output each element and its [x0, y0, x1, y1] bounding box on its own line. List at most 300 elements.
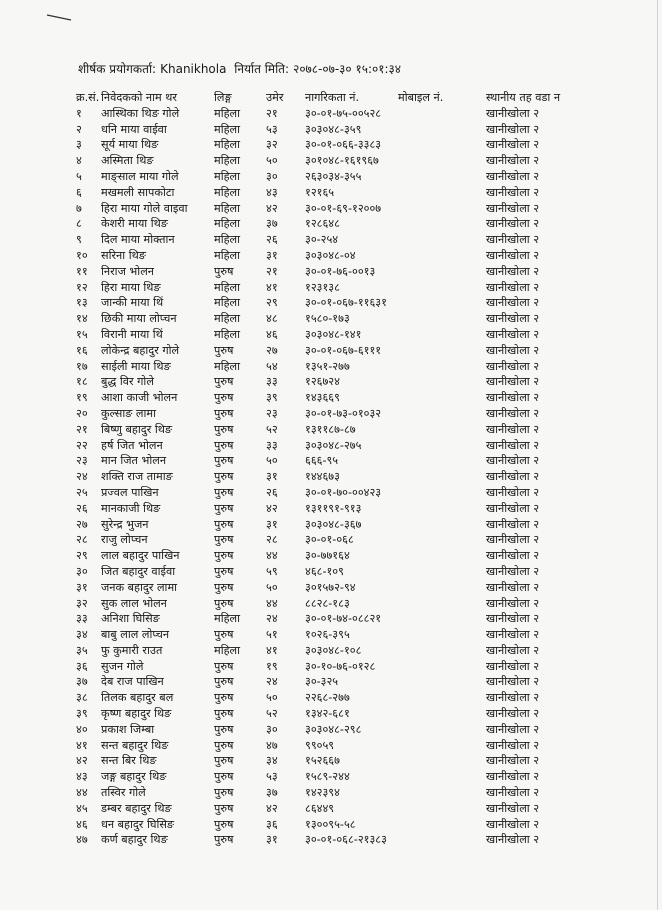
cell-sex: पुरुष [214, 707, 234, 721]
cell-citizenship: ३०-२५४ [305, 233, 339, 247]
cell-citizenship: ३०-०१-०६६-३३८३ [305, 138, 382, 152]
cell-address: खानीखोला २ [486, 596, 540, 610]
table-row [76, 801, 642, 817]
cell-age: ५० [266, 154, 278, 168]
cell-address: खानीखोला २ [486, 264, 540, 278]
table-row [76, 753, 642, 769]
cell-sex: महिला [214, 201, 241, 215]
table-row [76, 137, 642, 153]
table-row [76, 469, 642, 485]
cell-name: आशा काजी भोलन [101, 391, 178, 405]
cell-age: २८ [266, 533, 278, 547]
table-row [76, 517, 642, 533]
table-row [76, 722, 642, 738]
cell-address: खानीखोला २ [486, 659, 540, 673]
cell-age: २९ [266, 296, 278, 310]
table-row [76, 817, 642, 833]
cell-age: ५० [266, 691, 278, 705]
table-row [76, 706, 642, 722]
cell-sex: महिला [214, 248, 241, 262]
cell-address: खानीखोला २ [486, 296, 540, 310]
cell-address: खानीखोला २ [486, 217, 540, 231]
table-row [76, 659, 642, 675]
cell-name: डम्बर बहादुर थिङ [101, 801, 172, 815]
cell-sex: पुरुष [214, 770, 234, 784]
cell-sn: ३६ [76, 659, 88, 673]
cell-age: ४२ [266, 201, 278, 215]
cell-sex: महिला [214, 280, 241, 294]
cell-citizenship: ३०-०१-६९-१२००७ [305, 201, 382, 215]
table-row [76, 232, 642, 248]
cell-citizenship: १२१६५ [305, 185, 335, 199]
cell-address: खानीखोला २ [486, 786, 540, 800]
cell-age: २१ [266, 106, 278, 120]
cell-sex: पुरुष [214, 564, 234, 578]
cell-sn: २१ [76, 422, 88, 436]
cell-citizenship: ३०३०४८-३५९ [305, 122, 362, 136]
cell-citizenship: ३०-०१-७६-००१३ [305, 264, 376, 278]
cell-sex: पुरुष [214, 580, 234, 594]
cell-citizenship: ३०३०४८-१४१ [305, 327, 362, 341]
table-row [76, 453, 642, 469]
cell-name: सन्त बिर थिङ [101, 754, 157, 768]
cell-age: २७ [266, 343, 278, 357]
cell-name: धन बहादुर घिसिङ [101, 817, 175, 831]
cell-sn: २४ [76, 470, 88, 484]
cell-address: खानीखोला २ [486, 280, 540, 294]
cell-sn: १७ [76, 359, 88, 373]
cell-address: खानीखोला २ [486, 675, 540, 689]
table-row [76, 785, 642, 801]
cell-age: ४८ [266, 312, 278, 326]
cell-name: सुजन गोले [101, 659, 144, 673]
cell-sn: १९ [76, 391, 88, 405]
cell-citizenship: १५२६६७ [305, 754, 340, 768]
table-row [76, 359, 642, 375]
cell-age: ३० [266, 722, 278, 736]
cell-name: मान जित भोलन [101, 454, 167, 468]
cell-address: खानीखोला २ [486, 343, 540, 357]
table-row [76, 106, 642, 122]
cell-sex: पुरुष [214, 833, 234, 847]
cell-name: जङ्ग बहादुर थिङ [101, 770, 167, 784]
cell-sn: ९ [76, 233, 82, 247]
cell-citizenship: ३०-३२५ [305, 675, 339, 689]
cell-age: ४१ [266, 643, 278, 657]
table-row [76, 185, 642, 201]
cell-sex: पुरुष [214, 501, 234, 515]
table-row [76, 280, 642, 296]
cell-age: ३३ [266, 375, 278, 389]
cell-sn: १३ [76, 296, 88, 310]
page-edge [657, 0, 658, 910]
cell-name: लोकेन्द्र बहादुर गोले [101, 343, 180, 357]
pen-stroke-mark [46, 12, 72, 22]
table-row [76, 201, 642, 217]
cell-sn: २५ [76, 485, 88, 499]
cell-name: सुरेन्द्र भुजन [101, 517, 149, 531]
cell-name: कुल्साङ लामा [101, 406, 156, 420]
cell-sn: २२ [76, 438, 88, 452]
cell-address: खानीखोला २ [486, 533, 540, 547]
cell-sex: पुरुष [214, 628, 234, 642]
cell-sn: २ [76, 122, 82, 136]
table-row [76, 548, 642, 564]
cell-name: जनक बहादुर लामा [101, 580, 178, 594]
cell-age: २१ [266, 264, 278, 278]
cell-sn: ४७ [76, 833, 88, 847]
cell-sex: महिला [214, 327, 241, 341]
cell-citizenship: १५८०-१७३ [305, 312, 350, 326]
table-row [76, 295, 642, 311]
cell-name: धनि माया वाईवा [101, 122, 167, 136]
export-datetime: २०७८-०७-३० १५:०१:३४ [293, 62, 401, 76]
cell-sn: ३० [76, 564, 88, 578]
cell-sex: पुरुष [214, 343, 234, 357]
user-label: शीर्षक प्रयोगकर्ता: [78, 62, 157, 76]
cell-sex: पुरुष [214, 422, 234, 436]
cell-name: तिलक बहादुर बल [101, 691, 174, 705]
table-row [76, 248, 642, 264]
cell-citizenship: ३०१०४८-१६१९६७ [305, 154, 379, 168]
col-header-sex: लिङ्ग [214, 91, 232, 104]
cell-address: खानीखोला २ [486, 770, 540, 784]
cell-age: २३ [266, 406, 278, 420]
cell-sex: महिला [214, 154, 241, 168]
cell-sex: पुरुष [214, 754, 234, 768]
cell-citizenship: ९९०५९ [305, 738, 335, 752]
cell-age: ४६ [266, 327, 278, 341]
cell-sn: ३७ [76, 675, 88, 689]
cell-sn: २० [76, 406, 88, 420]
cell-sn: १५ [76, 327, 88, 341]
cell-citizenship: १४४६७३ [305, 470, 340, 484]
cell-name: माङ्साल माया गोले [101, 169, 179, 183]
col-header-sn: क्र.सं. [76, 91, 100, 104]
cell-address: खानीखोला २ [486, 564, 540, 578]
cell-sn: ३ [76, 138, 82, 152]
cell-age: ५२ [266, 707, 278, 721]
cell-age: २४ [266, 612, 278, 626]
cell-age: ३६ [266, 817, 278, 831]
cell-sex: महिला [214, 612, 241, 626]
cell-citizenship: ३०-०१-०६८-२१३८३ [305, 833, 387, 847]
cell-sn: ६ [76, 185, 82, 199]
cell-name: देब राज पाखिन [101, 675, 164, 689]
cell-age: ४७ [266, 738, 278, 752]
cell-sn: ३८ [76, 691, 88, 705]
cell-sex: पुरुष [214, 801, 234, 815]
cell-address: खानीखोला २ [486, 185, 540, 199]
cell-name: आस्थिका थिङ गोले [101, 106, 180, 120]
cell-age: ५२ [266, 422, 278, 436]
cell-citizenship: १३११९१-९१३ [305, 501, 362, 515]
table-row [76, 643, 642, 659]
cell-sn: ४ [76, 154, 82, 168]
cell-citizenship: ३०३०४८-२७५ [305, 438, 362, 452]
cell-age: ५३ [266, 122, 278, 136]
table-row [76, 627, 642, 643]
cell-sn: ४५ [76, 801, 88, 815]
cell-citizenship: ३०-०१-०६७-११६३१ [305, 296, 387, 310]
cell-sn: ३३ [76, 612, 88, 626]
cell-sex: पुरुष [214, 659, 234, 673]
cell-citizenship: ३०३०४८-०४ [305, 248, 356, 262]
cell-age: ३२ [266, 138, 278, 152]
cell-address: खानीखोला २ [486, 391, 540, 405]
cell-sex: पुरुष [214, 533, 234, 547]
cell-address: खानीखोला २ [486, 327, 540, 341]
cell-sex: पुरुष [214, 691, 234, 705]
cell-name: हिरा माया गोले वाइवा [101, 201, 188, 215]
cell-address: खानीखोला २ [486, 691, 540, 705]
cell-sn: ४० [76, 722, 88, 736]
cell-citizenship: ६६६-९५ [305, 454, 339, 468]
cell-sn: ७ [76, 201, 82, 215]
cell-sex: महिला [214, 106, 241, 120]
cell-address: खानीखोला २ [486, 643, 540, 657]
cell-citizenship: ३०-१०-७६-०१२८ [305, 659, 376, 673]
cell-address: खानीखोला २ [486, 154, 540, 168]
table-row [76, 122, 642, 138]
cell-sn: १० [76, 248, 88, 262]
cell-name: सरिना थिङ [101, 248, 146, 262]
cell-sn: १ [76, 106, 82, 120]
cell-citizenship: ८६४४९ [305, 801, 335, 815]
cell-name: राजु लोप्चन [101, 533, 148, 547]
table-row [76, 422, 642, 438]
cell-age: ३४ [266, 754, 278, 768]
cell-address: खानीखोला २ [486, 801, 540, 815]
table-header-row [76, 90, 642, 106]
cell-age: ५० [266, 454, 278, 468]
cell-sex: पुरुष [214, 517, 234, 531]
cell-address: खानीखोला २ [486, 628, 540, 642]
cell-citizenship: १०२६-३९५ [305, 628, 350, 642]
cell-name: विरानी माया थिं [101, 327, 163, 341]
cell-address: खानीखोला २ [486, 833, 540, 847]
cell-citizenship: १३११८७-८७ [305, 422, 356, 436]
cell-sex: पुरुष [214, 485, 234, 499]
cell-address: खानीखोला २ [486, 549, 540, 563]
table-row [76, 738, 642, 754]
cell-address: खानीखोला २ [486, 454, 540, 468]
cell-address: खानीखोला २ [486, 612, 540, 626]
cell-address: खानीखोला २ [486, 722, 540, 736]
cell-address: खानीखोला २ [486, 233, 540, 247]
cell-sex: महिला [214, 185, 241, 199]
cell-citizenship: ३०-०१-७५-००५२८ [305, 106, 382, 120]
cell-address: खानीखोला २ [486, 707, 540, 721]
cell-name: निराज भोलन [101, 264, 154, 278]
cell-name: तस्विर गोले [101, 786, 146, 800]
cell-citizenship: १३४२-६८१ [305, 707, 350, 721]
cell-name: सन्त बहादुर थिङ [101, 738, 169, 752]
cell-sex: महिला [214, 217, 241, 231]
cell-name: बिष्णु बहादुर थिङ [101, 422, 173, 436]
cell-sex: पुरुष [214, 264, 234, 278]
cell-address: खानीखोला २ [486, 817, 540, 831]
table-row [76, 216, 642, 232]
cell-name: छिकी माया लोप्चन [101, 312, 177, 326]
cell-sex: महिला [214, 233, 241, 247]
cell-sex: पुरुष [214, 817, 234, 831]
cell-name: सूर्य माया थिङ [101, 138, 159, 152]
cell-age: ४२ [266, 501, 278, 515]
cell-name: हिरा माया थिङ [101, 280, 161, 294]
cell-name: मानकाजी थिङ [101, 501, 161, 515]
cell-address: खानीखोला २ [486, 248, 540, 262]
table-row [76, 311, 642, 327]
cell-citizenship: १५८९-२४४ [305, 770, 350, 784]
cell-address: खानीखोला २ [486, 470, 540, 484]
cell-sex: पुरुष [214, 596, 234, 610]
cell-sn: ८ [76, 217, 82, 231]
cell-sn: २६ [76, 501, 88, 515]
table-row [76, 406, 642, 422]
table-row [76, 438, 642, 454]
table-row [76, 390, 642, 406]
cell-sex: महिला [214, 169, 241, 183]
cell-citizenship: ८८२८-१८३ [305, 596, 350, 610]
col-header-name: निवेदकको नाम थर [101, 91, 177, 104]
cell-age: २६ [266, 485, 278, 499]
cell-sex: पुरुष [214, 738, 234, 752]
cell-address: खानीखोला २ [486, 359, 540, 373]
table-row [76, 501, 642, 517]
cell-citizenship: ३०३०४८-२९८ [305, 722, 362, 736]
cell-citizenship: ३०-०१-७३-०१०३२ [305, 406, 382, 420]
cell-sex: पुरुष [214, 470, 234, 484]
cell-address: खानीखोला २ [486, 517, 540, 531]
cell-citizenship: १३००९५-५८ [305, 817, 356, 831]
cell-age: ३७ [266, 217, 278, 231]
cell-sex: पुरुष [214, 406, 234, 420]
cell-sn: २७ [76, 517, 88, 531]
cell-address: खानीखोला २ [486, 138, 540, 152]
cell-citizenship: ३०३०४८-३६७ [305, 517, 362, 531]
cell-age: ५१ [266, 628, 278, 642]
col-header-address: स्थानीय तह वडा न [486, 91, 561, 104]
cell-name: दिल माया मोक्तान [101, 233, 175, 247]
cell-address: खानीखोला २ [486, 106, 540, 120]
cell-age: ३१ [266, 248, 278, 262]
user-name: Khanikhola [160, 62, 227, 76]
cell-age: ४४ [266, 549, 278, 563]
cell-sn: १२ [76, 280, 88, 294]
cell-citizenship: ३०-७७१६४ [305, 549, 350, 563]
cell-citizenship: ३०-०१-७४-०८८२१ [305, 612, 382, 626]
cell-age: ५४ [266, 359, 278, 373]
col-header-mobile: मोबाइल नं. [398, 91, 444, 104]
table-row [76, 690, 642, 706]
cell-address: खानीखोला २ [486, 422, 540, 436]
cell-name: जित बहादुर वाईवा [101, 564, 176, 578]
table-row [76, 580, 642, 596]
cell-sex: पुरुष [214, 391, 234, 405]
cell-address: खानीखोला २ [486, 312, 540, 326]
cell-sn: ४२ [76, 754, 88, 768]
applicant-table [76, 90, 642, 848]
cell-age: ५९ [266, 564, 278, 578]
cell-citizenship: १४३६६९ [305, 391, 340, 405]
table-row [76, 374, 642, 390]
table-row [76, 532, 642, 548]
cell-citizenship: १२३१३८ [305, 280, 340, 294]
table-row [76, 596, 642, 612]
cell-name: लाल बहादुर पाखिन [101, 549, 180, 563]
cell-name: जान्की माया थिं [101, 296, 164, 310]
cell-name: केशरी माया थिङ [101, 217, 168, 231]
cell-sex: महिला [214, 643, 241, 657]
cell-citizenship: ३०-०१-०६८ [305, 533, 354, 547]
cell-age: ३३ [266, 438, 278, 452]
export-header [78, 60, 405, 77]
cell-sex: महिला [214, 359, 241, 373]
cell-sn: १४ [76, 312, 88, 326]
cell-sex: महिला [214, 122, 241, 136]
table-row [76, 264, 642, 280]
cell-address: खानीखोला २ [486, 169, 540, 183]
table-row [76, 674, 642, 690]
cell-address: खानीखोला २ [486, 406, 540, 420]
cell-citizenship: ३०-०१-०६७-६१११ [305, 343, 382, 357]
cell-citizenship: २६३०३४-३५५ [305, 169, 362, 183]
cell-sn: २८ [76, 533, 88, 547]
cell-sex: महिला [214, 312, 241, 326]
cell-name: प्रकाश जिम्बा [101, 722, 155, 736]
cell-name: शक्ति राज तामाङ [101, 470, 173, 484]
cell-age: ३९ [266, 391, 278, 405]
cell-name: कृष्ण बहादुर थिङ [101, 707, 172, 721]
cell-sn: ३९ [76, 707, 88, 721]
table-row [76, 485, 642, 501]
cell-citizenship: १३५१-२७७ [305, 359, 350, 373]
cell-citizenship: ४६८-१०९ [305, 564, 344, 578]
table-row [76, 564, 642, 580]
cell-age: ५३ [266, 770, 278, 784]
cell-sn: ४४ [76, 786, 88, 800]
cell-sex: पुरुष [214, 786, 234, 800]
col-header-age: उमेर [266, 91, 284, 104]
cell-name: फु कुमारी राउत [101, 643, 163, 657]
cell-sn: ३१ [76, 580, 88, 594]
cell-name: प्रज्वल पाखिन [101, 485, 159, 499]
cell-age: २४ [266, 675, 278, 689]
cell-address: खानीखोला २ [486, 375, 540, 389]
cell-name: बाबु लाल लोप्चन [101, 628, 170, 642]
cell-sn: ४६ [76, 817, 88, 831]
cell-sex: पुरुष [214, 375, 234, 389]
cell-age: २६ [266, 233, 278, 247]
col-header-citizenship: नागरिकता नं. [305, 91, 360, 104]
cell-citizenship: ३०३०४८-१०८ [305, 643, 362, 657]
cell-address: खानीखोला २ [486, 122, 540, 136]
table-row [76, 169, 642, 185]
cell-name: साईली माया थिङ [101, 359, 171, 373]
cell-citizenship: १४२३९४ [305, 786, 340, 800]
table-row [76, 343, 642, 359]
cell-address: खानीखोला २ [486, 485, 540, 499]
cell-citizenship: १२८६४८ [305, 217, 340, 231]
cell-citizenship: १२६७२४ [305, 375, 340, 389]
cell-age: ३१ [266, 833, 278, 847]
cell-age: ३० [266, 169, 278, 183]
cell-age: १९ [266, 659, 278, 673]
cell-sn: १८ [76, 375, 88, 389]
cell-sn: ३४ [76, 628, 88, 642]
cell-sn: २३ [76, 454, 88, 468]
